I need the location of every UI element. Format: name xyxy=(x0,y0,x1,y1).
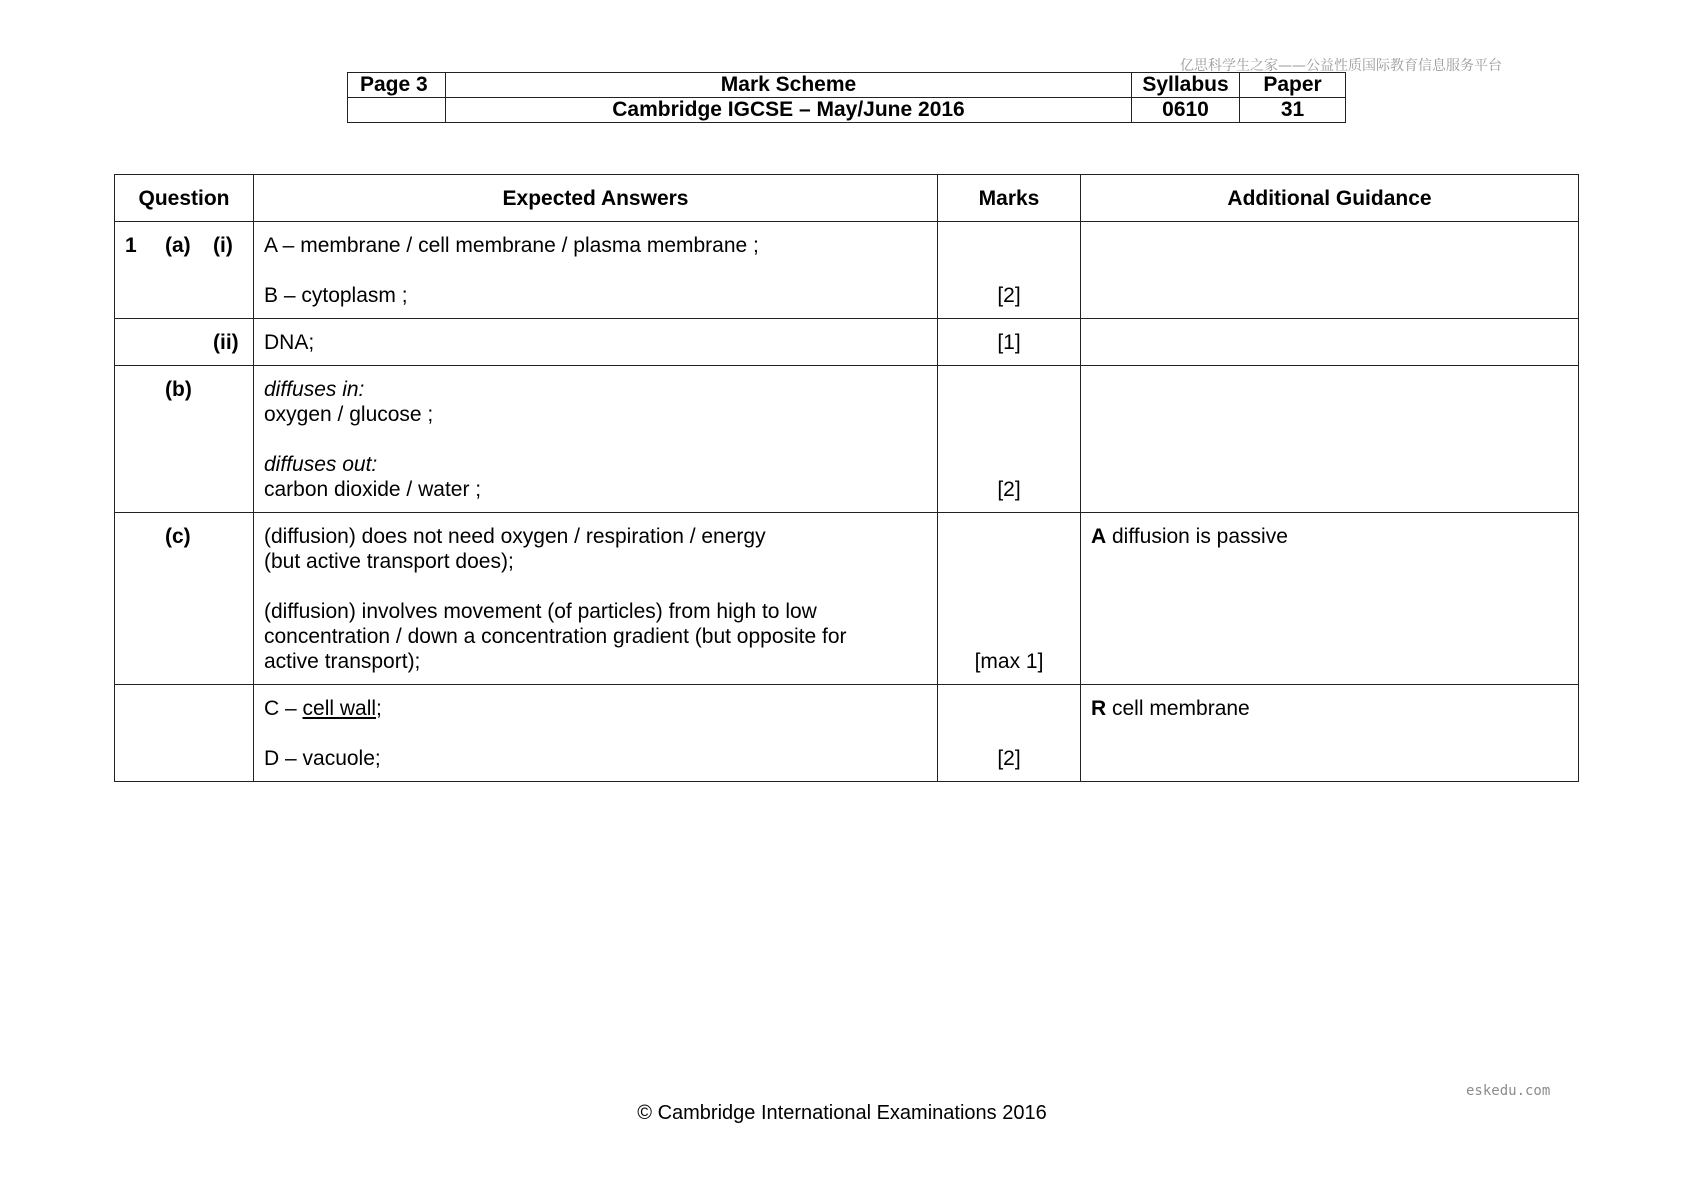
question-part: (c) xyxy=(165,525,191,548)
guidance-code: A xyxy=(1091,525,1107,548)
footer-copyright: © Cambridge International Examinations 2016 xyxy=(637,1102,1047,1124)
answer-line: active transport); xyxy=(264,650,421,673)
guidance-cell xyxy=(1081,366,1579,513)
answer-heading: diffuses in: xyxy=(264,378,365,401)
answer-line: A – membrane / cell membrane / plasma membrane ; xyxy=(264,234,759,257)
answer-cell xyxy=(254,685,938,782)
answer-heading: diffuses out: xyxy=(264,453,378,476)
col-answers: Expected Answers xyxy=(254,175,938,222)
answer-line: DNA; xyxy=(264,331,315,354)
col-question: Question xyxy=(115,175,254,222)
answer-line: B – cytoplasm ; xyxy=(264,284,408,307)
answer-line: (but active transport does); xyxy=(264,550,514,573)
answer-cell xyxy=(254,319,938,366)
header-syllabus: 0610 xyxy=(1132,98,1240,123)
table-row xyxy=(115,222,1579,319)
question-subpart: (i) xyxy=(213,234,233,257)
guidance-cell xyxy=(1081,222,1579,319)
header-exam: Cambridge IGCSE – May/June 2016 xyxy=(446,98,1132,123)
answer-suffix: ; xyxy=(376,697,382,720)
answer-line: concentration / down a concentration gradient (but opposite for xyxy=(264,625,847,648)
question-cell xyxy=(115,513,254,685)
question-part: (b) xyxy=(165,378,192,401)
guidance-cell xyxy=(1081,513,1579,685)
table-row xyxy=(115,685,1579,782)
question-subpart: (ii) xyxy=(213,331,239,354)
guidance-cell xyxy=(1081,319,1579,366)
answer-line xyxy=(264,696,927,721)
question-cell xyxy=(115,685,254,782)
table-row xyxy=(115,319,1579,366)
col-guidance: Additional Guidance xyxy=(1081,175,1579,222)
header-paper: 31 xyxy=(1240,98,1346,123)
mark-scheme-table xyxy=(114,174,1579,782)
guidance-text: diffusion is passive xyxy=(1106,525,1288,548)
answer-line: D – vacuole; xyxy=(264,747,381,770)
answer-line: oxygen / glucose ; xyxy=(264,403,434,426)
answer-line: carbon dioxide / water ; xyxy=(264,478,482,501)
header-page: Page 3 xyxy=(348,73,446,98)
marks-cell: [max 1] xyxy=(938,513,1081,685)
guidance-cell xyxy=(1081,685,1579,782)
table-row xyxy=(115,366,1579,513)
header-table xyxy=(347,72,1346,123)
header-blank xyxy=(348,98,446,123)
question-cell xyxy=(115,366,254,513)
marks-cell: [1] xyxy=(938,319,1081,366)
question-cell xyxy=(115,222,254,319)
answer-cell xyxy=(254,222,938,319)
guidance-code: R xyxy=(1091,697,1107,720)
answer-prefix: C – xyxy=(264,697,303,720)
watermark-bottom: eskedu.com xyxy=(1466,1083,1551,1099)
marks-cell: [2] xyxy=(938,222,1081,319)
answer-line: (diffusion) does not need oxygen / respiration / energy xyxy=(264,525,766,548)
header-syllabus-label: Syllabus xyxy=(1132,73,1240,98)
question-number: 1 xyxy=(125,234,137,257)
header-paper-label: Paper xyxy=(1240,73,1346,98)
header-title: Mark Scheme xyxy=(446,73,1132,98)
table-header-row xyxy=(115,175,1579,222)
answer-cell xyxy=(254,366,938,513)
marks-cell: [2] xyxy=(938,366,1081,513)
guidance-text: cell membrane xyxy=(1106,697,1250,720)
question-cell xyxy=(115,319,254,366)
answer-line: (diffusion) involves movement (of particles) from high to low xyxy=(264,600,817,623)
watermark-top: 亿思科学生之家——公益性质国际教育信息服务平台 xyxy=(1180,58,1502,74)
marks-cell: [2] xyxy=(938,685,1081,782)
question-part: (a) xyxy=(165,234,191,257)
col-marks: Marks xyxy=(938,175,1081,222)
answer-cell xyxy=(254,513,938,685)
answer-underlined: cell wall xyxy=(302,697,377,720)
table-row xyxy=(115,513,1579,685)
